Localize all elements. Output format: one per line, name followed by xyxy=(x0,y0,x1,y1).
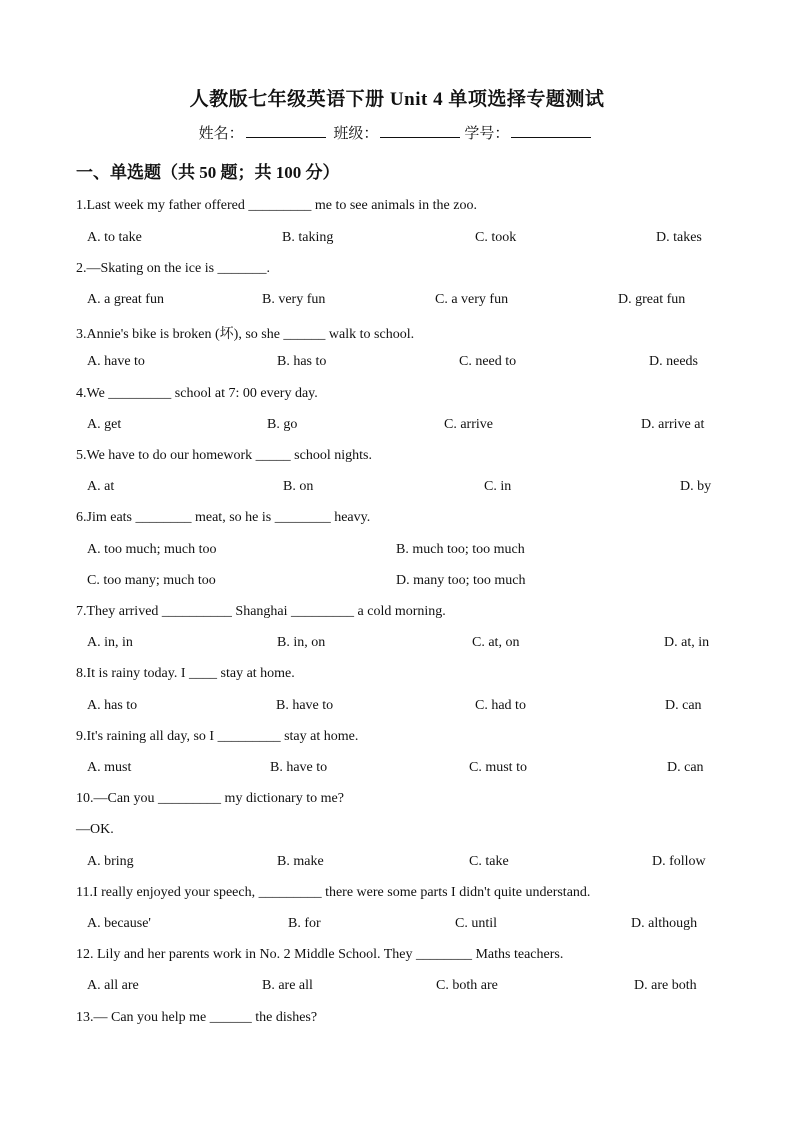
question-7-stem: 7.They arrived __________ Shanghai _________ a cold morning. xyxy=(76,604,446,619)
question-12-stem: 12. Lily and her parents work in No. 2 Middle School. They ________ Maths teachers. xyxy=(76,947,564,962)
question-7-option-a[interactable]: A. in, in xyxy=(87,635,133,650)
question-8-stem: 8.It is rainy today. I ____ stay at home. xyxy=(76,666,295,681)
question-4-option-a[interactable]: A. get xyxy=(87,417,122,432)
question-1-option-c[interactable]: C. took xyxy=(475,230,517,245)
question-6-stem: 6.Jim eats ________ meat, so he is ________ heavy. xyxy=(76,510,371,525)
student-info-line xyxy=(0,122,794,143)
question-9-option-d[interactable]: D. can xyxy=(667,760,704,775)
question-11-option-c[interactable]: C. until xyxy=(455,916,498,931)
question-9-option-b[interactable]: B. have to xyxy=(270,760,328,775)
question-2-stem: 2.—Skating on the ice is _______. xyxy=(76,261,271,276)
question-4-stem: 4.We _________ school at 7: 00 every day. xyxy=(76,386,318,401)
student-id-label: 学号： xyxy=(464,126,510,142)
question-1-option-b[interactable]: B. taking xyxy=(282,230,334,245)
question-7-option-c[interactable]: C. at, on xyxy=(472,635,520,650)
name-label: 姓名： xyxy=(198,126,244,142)
question-13-stem: 13.— Can you help me ______ the dishes? xyxy=(76,1010,318,1025)
question-11-option-a[interactable]: A. because' xyxy=(87,916,151,931)
question-4-option-c[interactable]: C. arrive xyxy=(444,417,493,432)
question-12-option-d[interactable]: D. are both xyxy=(634,978,697,993)
question-5-option-a[interactable]: A. at xyxy=(87,479,115,494)
question-8-option-d[interactable]: D. can xyxy=(665,698,702,713)
question-6-option-a[interactable]: A. too much; much too xyxy=(87,542,217,557)
question-9-option-c[interactable]: C. must to xyxy=(469,760,527,775)
question-2-option-d[interactable]: D. great fun xyxy=(618,292,686,307)
section-heading: 一、单选题（共 50 题；共 100 分） xyxy=(76,163,340,182)
question-10-option-c[interactable]: C. take xyxy=(469,854,509,869)
question-6-option-d[interactable]: D. many too; too much xyxy=(396,573,526,588)
question-11-option-d[interactable]: D. although xyxy=(631,916,698,931)
question-11-stem: 11.I really enjoyed your speech, _________ there were some parts I didn't quite understand. xyxy=(76,885,591,900)
question-3-option-d[interactable]: D. needs xyxy=(649,354,698,369)
question-8-option-c[interactable]: C. had to xyxy=(475,698,526,713)
question-2-option-c[interactable]: C. a very fun xyxy=(435,292,509,307)
question-5-option-c[interactable]: C. in xyxy=(484,479,512,494)
question-1-option-d[interactable]: D. takes xyxy=(656,230,702,245)
question-10-option-d[interactable]: D. follow xyxy=(652,854,706,869)
question-10-stem: 10.—Can you _________ my dictionary to me? xyxy=(76,791,344,806)
question-3-option-b[interactable]: B. has to xyxy=(277,354,327,369)
question-8-option-b[interactable]: B. have to xyxy=(276,698,334,713)
page-title: 人教版七年级英语下册 Unit 4 单项选择专题测试 xyxy=(189,89,605,110)
question-7-option-d[interactable]: D. at, in xyxy=(664,635,710,650)
question-9-option-a[interactable]: A. must xyxy=(87,760,132,775)
question-10-option-b[interactable]: B. make xyxy=(277,854,324,869)
question-2-option-a[interactable]: A. a great fun xyxy=(87,292,164,307)
question-4-option-d[interactable]: D. arrive at xyxy=(641,417,705,432)
question-4-option-b[interactable]: B. go xyxy=(267,417,298,432)
question-2-option-b[interactable]: B. very fun xyxy=(262,292,326,307)
question-10-option-a[interactable]: A. bring xyxy=(87,854,134,869)
student-id-blank[interactable] xyxy=(511,123,591,138)
question-8-option-a[interactable]: A. has to xyxy=(87,698,138,713)
question-3-option-c[interactable]: C. need to xyxy=(459,354,517,369)
question-5-stem: 5.We have to do our homework _____ school nights. xyxy=(76,448,372,463)
question-1-option-a[interactable]: A. to take xyxy=(87,230,142,245)
question-10-reply: —OK. xyxy=(76,822,114,837)
question-12-option-b[interactable]: B. are all xyxy=(262,978,313,993)
question-9-stem: 9.It's raining all day, so I _________ stay at home. xyxy=(76,729,359,744)
question-5-option-b[interactable]: B. on xyxy=(283,479,314,494)
class-label: 班级： xyxy=(333,126,379,142)
question-6-option-c[interactable]: C. too many; much too xyxy=(87,573,216,588)
class-blank[interactable] xyxy=(380,123,460,138)
question-12-option-c[interactable]: C. both are xyxy=(436,978,498,993)
question-12-option-a[interactable]: A. all are xyxy=(87,978,139,993)
question-1-stem: 1.Last week my father offered _________ me to see animals in the zoo. xyxy=(76,198,477,213)
question-6-option-b[interactable]: B. much too; too much xyxy=(396,542,525,557)
question-5-option-d[interactable]: D. by xyxy=(680,479,712,494)
question-3-option-a[interactable]: A. have to xyxy=(87,354,145,369)
name-blank[interactable] xyxy=(246,123,326,138)
question-3-stem: 3.Annie's bike is broken (坏), so she ______ walk to school. xyxy=(76,327,415,342)
question-11-option-b[interactable]: B. for xyxy=(288,916,321,931)
question-7-option-b[interactable]: B. in, on xyxy=(277,635,326,650)
